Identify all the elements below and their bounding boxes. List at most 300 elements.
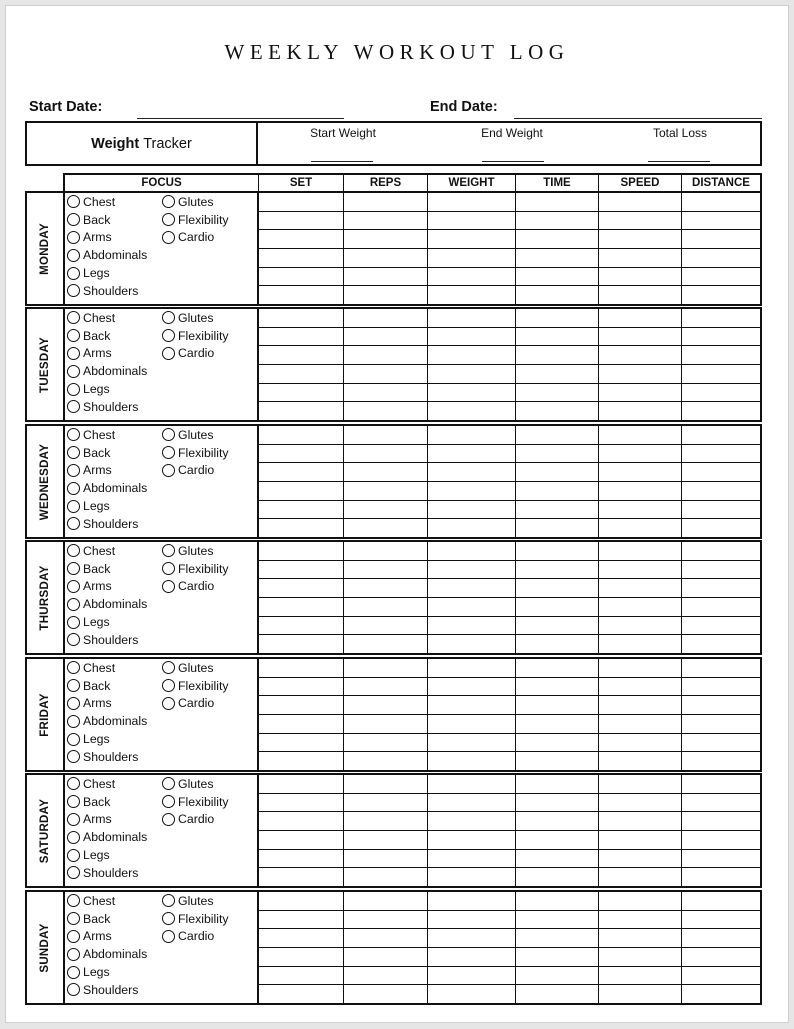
log-cell-speed[interactable] — [599, 911, 681, 930]
log-cell-distance[interactable] — [682, 635, 760, 653]
log-cell-set[interactable] — [259, 463, 343, 482]
log-cell-speed[interactable] — [599, 635, 681, 653]
log-cell-time[interactable] — [516, 268, 598, 287]
radio-circle-icon[interactable] — [67, 616, 80, 629]
log-cell-speed[interactable] — [599, 812, 681, 831]
radio-circle-icon[interactable] — [162, 311, 175, 324]
log-cell-distance[interactable] — [682, 831, 760, 850]
log-cell-time[interactable] — [516, 365, 598, 384]
focus-option-legs[interactable] — [67, 730, 147, 748]
log-cell-distance[interactable] — [682, 794, 760, 813]
radio-circle-icon[interactable] — [67, 795, 80, 808]
log-cell-distance[interactable] — [682, 617, 760, 636]
radio-circle-icon[interactable] — [67, 329, 80, 342]
log-cell-speed[interactable] — [599, 193, 681, 212]
radio-circle-icon[interactable] — [67, 347, 80, 360]
log-cell-set[interactable] — [259, 696, 343, 715]
log-cell-distance[interactable] — [682, 696, 760, 715]
log-cell-reps[interactable] — [344, 384, 427, 403]
log-cell-reps[interactable] — [344, 794, 427, 813]
log-cell-set[interactable] — [259, 268, 343, 287]
log-cell-speed[interactable] — [599, 678, 681, 697]
radio-circle-icon[interactable] — [162, 795, 175, 808]
log-cell-reps[interactable] — [344, 445, 427, 464]
focus-option-flexibility[interactable] — [162, 793, 229, 811]
focus-option-arms[interactable] — [67, 345, 147, 363]
radio-circle-icon[interactable] — [67, 267, 80, 280]
log-cell-speed[interactable] — [599, 659, 681, 678]
log-cell-weight[interactable] — [428, 911, 515, 930]
log-cell-distance[interactable] — [682, 850, 760, 869]
log-cell-time[interactable] — [516, 635, 598, 653]
radio-circle-icon[interactable] — [67, 400, 80, 413]
log-cell-weight[interactable] — [428, 328, 515, 347]
log-cell-time[interactable] — [516, 715, 598, 734]
log-cell-weight[interactable] — [428, 463, 515, 482]
radio-circle-icon[interactable] — [67, 912, 80, 925]
log-cell-distance[interactable] — [682, 967, 760, 986]
radio-circle-icon[interactable] — [67, 249, 80, 262]
radio-circle-icon[interactable] — [162, 544, 175, 557]
log-cell-time[interactable] — [516, 911, 598, 930]
log-cell-time[interactable] — [516, 212, 598, 231]
log-cell-reps[interactable] — [344, 402, 427, 420]
log-cell-distance[interactable] — [682, 752, 760, 770]
radio-circle-icon[interactable] — [67, 866, 80, 879]
focus-option-legs[interactable] — [67, 963, 147, 981]
log-cell-set[interactable] — [259, 365, 343, 384]
log-cell-time[interactable] — [516, 402, 598, 420]
log-cell-weight[interactable] — [428, 678, 515, 697]
log-cell-time[interactable] — [516, 985, 598, 1003]
log-cell-reps[interactable] — [344, 678, 427, 697]
log-cell-weight[interactable] — [428, 850, 515, 869]
focus-option-legs[interactable] — [67, 380, 147, 398]
log-cell-distance[interactable] — [682, 929, 760, 948]
log-cell-reps[interactable] — [344, 286, 427, 304]
log-cell-weight[interactable] — [428, 402, 515, 420]
radio-circle-icon[interactable] — [162, 813, 175, 826]
radio-circle-icon[interactable] — [67, 777, 80, 790]
log-cell-weight[interactable] — [428, 230, 515, 249]
focus-option-abdominals[interactable] — [67, 595, 147, 613]
log-cell-weight[interactable] — [428, 501, 515, 520]
log-cell-speed[interactable] — [599, 579, 681, 598]
log-cell-speed[interactable] — [599, 892, 681, 911]
log-cell-distance[interactable] — [682, 445, 760, 464]
log-cell-time[interactable] — [516, 249, 598, 268]
radio-circle-icon[interactable] — [67, 284, 80, 297]
log-cell-speed[interactable] — [599, 249, 681, 268]
log-cell-time[interactable] — [516, 286, 598, 304]
log-cell-weight[interactable] — [428, 445, 515, 464]
log-cell-set[interactable] — [259, 985, 343, 1003]
log-cell-weight[interactable] — [428, 948, 515, 967]
log-cell-weight[interactable] — [428, 892, 515, 911]
log-cell-set[interactable] — [259, 384, 343, 403]
log-cell-time[interactable] — [516, 426, 598, 445]
focus-option-cardio[interactable] — [162, 229, 229, 247]
log-cell-speed[interactable] — [599, 445, 681, 464]
log-cell-reps[interactable] — [344, 734, 427, 753]
log-cell-speed[interactable] — [599, 501, 681, 520]
log-cell-speed[interactable] — [599, 617, 681, 636]
log-cell-reps[interactable] — [344, 542, 427, 561]
log-cell-set[interactable] — [259, 230, 343, 249]
focus-option-abdominals[interactable] — [67, 362, 147, 380]
log-cell-distance[interactable] — [682, 286, 760, 304]
log-cell-weight[interactable] — [428, 929, 515, 948]
focus-option-cardio[interactable] — [162, 695, 229, 713]
log-cell-distance[interactable] — [682, 892, 760, 911]
radio-circle-icon[interactable] — [162, 661, 175, 674]
radio-circle-icon[interactable] — [67, 679, 80, 692]
log-cell-distance[interactable] — [682, 561, 760, 580]
log-cell-distance[interactable] — [682, 812, 760, 831]
focus-option-shoulders[interactable] — [67, 981, 147, 999]
log-cell-time[interactable] — [516, 659, 598, 678]
log-cell-speed[interactable] — [599, 948, 681, 967]
log-cell-weight[interactable] — [428, 752, 515, 770]
focus-option-legs[interactable] — [67, 497, 147, 515]
log-cell-speed[interactable] — [599, 309, 681, 328]
start-weight-field[interactable] — [311, 161, 373, 162]
log-cell-speed[interactable] — [599, 286, 681, 304]
start-date-field[interactable] — [137, 118, 344, 119]
focus-option-cardio[interactable] — [162, 811, 229, 829]
log-cell-time[interactable] — [516, 328, 598, 347]
log-cell-time[interactable] — [516, 482, 598, 501]
log-cell-time[interactable] — [516, 868, 598, 886]
log-cell-speed[interactable] — [599, 775, 681, 794]
log-cell-set[interactable] — [259, 617, 343, 636]
log-cell-reps[interactable] — [344, 868, 427, 886]
focus-option-chest[interactable] — [67, 659, 147, 677]
log-cell-set[interactable] — [259, 426, 343, 445]
log-cell-speed[interactable] — [599, 752, 681, 770]
log-cell-set[interactable] — [259, 286, 343, 304]
log-cell-set[interactable] — [259, 482, 343, 501]
focus-option-back[interactable] — [67, 793, 147, 811]
log-cell-speed[interactable] — [599, 346, 681, 365]
log-cell-time[interactable] — [516, 831, 598, 850]
log-cell-distance[interactable] — [682, 911, 760, 930]
log-cell-time[interactable] — [516, 812, 598, 831]
log-cell-weight[interactable] — [428, 426, 515, 445]
log-cell-speed[interactable] — [599, 519, 681, 537]
focus-option-back[interactable] — [67, 910, 147, 928]
log-cell-reps[interactable] — [344, 193, 427, 212]
log-cell-distance[interactable] — [682, 193, 760, 212]
focus-option-arms[interactable] — [67, 695, 147, 713]
log-cell-set[interactable] — [259, 193, 343, 212]
log-cell-speed[interactable] — [599, 402, 681, 420]
focus-option-chest[interactable] — [67, 892, 147, 910]
focus-option-back[interactable] — [67, 211, 147, 229]
log-cell-speed[interactable] — [599, 268, 681, 287]
focus-option-back[interactable] — [67, 327, 147, 345]
log-cell-reps[interactable] — [344, 752, 427, 770]
radio-circle-icon[interactable] — [67, 464, 80, 477]
radio-circle-icon[interactable] — [67, 894, 80, 907]
log-cell-reps[interactable] — [344, 309, 427, 328]
log-cell-reps[interactable] — [344, 659, 427, 678]
log-cell-speed[interactable] — [599, 426, 681, 445]
log-cell-weight[interactable] — [428, 212, 515, 231]
log-cell-time[interactable] — [516, 892, 598, 911]
radio-circle-icon[interactable] — [67, 446, 80, 459]
log-cell-reps[interactable] — [344, 617, 427, 636]
radio-circle-icon[interactable] — [162, 679, 175, 692]
radio-circle-icon[interactable] — [67, 383, 80, 396]
log-cell-speed[interactable] — [599, 696, 681, 715]
log-cell-set[interactable] — [259, 831, 343, 850]
radio-circle-icon[interactable] — [162, 930, 175, 943]
log-cell-distance[interactable] — [682, 542, 760, 561]
log-cell-weight[interactable] — [428, 617, 515, 636]
log-cell-speed[interactable] — [599, 715, 681, 734]
log-cell-set[interactable] — [259, 519, 343, 537]
log-cell-time[interactable] — [516, 384, 598, 403]
log-cell-reps[interactable] — [344, 346, 427, 365]
log-cell-time[interactable] — [516, 542, 598, 561]
log-cell-distance[interactable] — [682, 402, 760, 420]
focus-option-chest[interactable] — [67, 193, 147, 211]
log-cell-set[interactable] — [259, 868, 343, 886]
log-cell-reps[interactable] — [344, 929, 427, 948]
focus-option-shoulders[interactable] — [67, 631, 147, 649]
log-cell-speed[interactable] — [599, 967, 681, 986]
focus-option-glutes[interactable] — [162, 193, 229, 211]
log-cell-weight[interactable] — [428, 519, 515, 537]
log-cell-set[interactable] — [259, 598, 343, 617]
log-cell-set[interactable] — [259, 752, 343, 770]
log-cell-weight[interactable] — [428, 384, 515, 403]
log-cell-weight[interactable] — [428, 794, 515, 813]
radio-circle-icon[interactable] — [67, 500, 80, 513]
radio-circle-icon[interactable] — [162, 347, 175, 360]
radio-circle-icon[interactable] — [67, 365, 80, 378]
focus-option-arms[interactable] — [67, 811, 147, 829]
log-cell-weight[interactable] — [428, 482, 515, 501]
log-cell-distance[interactable] — [682, 715, 760, 734]
log-cell-distance[interactable] — [682, 212, 760, 231]
radio-circle-icon[interactable] — [67, 948, 80, 961]
radio-circle-icon[interactable] — [162, 912, 175, 925]
focus-option-abdominals[interactable] — [67, 246, 147, 264]
log-cell-distance[interactable] — [682, 365, 760, 384]
log-cell-distance[interactable] — [682, 598, 760, 617]
log-cell-reps[interactable] — [344, 579, 427, 598]
log-cell-reps[interactable] — [344, 230, 427, 249]
focus-option-glutes[interactable] — [162, 659, 229, 677]
radio-circle-icon[interactable] — [67, 983, 80, 996]
radio-circle-icon[interactable] — [67, 213, 80, 226]
radio-circle-icon[interactable] — [67, 715, 80, 728]
log-cell-set[interactable] — [259, 850, 343, 869]
log-cell-set[interactable] — [259, 967, 343, 986]
radio-circle-icon[interactable] — [67, 428, 80, 441]
focus-option-glutes[interactable] — [162, 542, 229, 560]
log-cell-reps[interactable] — [344, 985, 427, 1003]
focus-option-cardio[interactable] — [162, 928, 229, 946]
log-cell-time[interactable] — [516, 696, 598, 715]
focus-option-shoulders[interactable] — [67, 864, 147, 882]
end-weight-field[interactable] — [482, 161, 544, 162]
log-cell-time[interactable] — [516, 794, 598, 813]
log-cell-set[interactable] — [259, 911, 343, 930]
log-cell-time[interactable] — [516, 561, 598, 580]
log-cell-distance[interactable] — [682, 775, 760, 794]
log-cell-weight[interactable] — [428, 715, 515, 734]
log-cell-time[interactable] — [516, 519, 598, 537]
radio-circle-icon[interactable] — [67, 562, 80, 575]
log-cell-set[interactable] — [259, 635, 343, 653]
log-cell-time[interactable] — [516, 850, 598, 869]
radio-circle-icon[interactable] — [162, 446, 175, 459]
log-cell-weight[interactable] — [428, 659, 515, 678]
log-cell-distance[interactable] — [682, 328, 760, 347]
log-cell-speed[interactable] — [599, 929, 681, 948]
log-cell-set[interactable] — [259, 542, 343, 561]
focus-option-cardio[interactable] — [162, 578, 229, 596]
log-cell-set[interactable] — [259, 579, 343, 598]
log-cell-distance[interactable] — [682, 309, 760, 328]
focus-option-cardio[interactable] — [162, 345, 229, 363]
radio-circle-icon[interactable] — [67, 231, 80, 244]
log-cell-weight[interactable] — [428, 635, 515, 653]
focus-option-arms[interactable] — [67, 928, 147, 946]
log-cell-speed[interactable] — [599, 328, 681, 347]
log-cell-speed[interactable] — [599, 384, 681, 403]
radio-circle-icon[interactable] — [67, 544, 80, 557]
radio-circle-icon[interactable] — [67, 517, 80, 530]
log-cell-reps[interactable] — [344, 482, 427, 501]
log-cell-speed[interactable] — [599, 734, 681, 753]
focus-option-chest[interactable] — [67, 542, 147, 560]
focus-option-glutes[interactable] — [162, 309, 229, 327]
log-cell-reps[interactable] — [344, 892, 427, 911]
log-cell-weight[interactable] — [428, 868, 515, 886]
log-cell-speed[interactable] — [599, 365, 681, 384]
log-cell-time[interactable] — [516, 929, 598, 948]
log-cell-set[interactable] — [259, 734, 343, 753]
log-cell-weight[interactable] — [428, 346, 515, 365]
log-cell-distance[interactable] — [682, 384, 760, 403]
log-cell-speed[interactable] — [599, 463, 681, 482]
radio-circle-icon[interactable] — [162, 428, 175, 441]
log-cell-set[interactable] — [259, 929, 343, 948]
log-cell-weight[interactable] — [428, 598, 515, 617]
log-cell-time[interactable] — [516, 309, 598, 328]
focus-option-abdominals[interactable] — [67, 945, 147, 963]
log-cell-distance[interactable] — [682, 734, 760, 753]
log-cell-set[interactable] — [259, 212, 343, 231]
radio-circle-icon[interactable] — [67, 195, 80, 208]
log-cell-reps[interactable] — [344, 249, 427, 268]
log-cell-reps[interactable] — [344, 519, 427, 537]
log-cell-reps[interactable] — [344, 212, 427, 231]
log-cell-reps[interactable] — [344, 463, 427, 482]
log-cell-weight[interactable] — [428, 775, 515, 794]
log-cell-reps[interactable] — [344, 948, 427, 967]
log-cell-set[interactable] — [259, 715, 343, 734]
focus-option-back[interactable] — [67, 560, 147, 578]
log-cell-reps[interactable] — [344, 831, 427, 850]
log-cell-time[interactable] — [516, 734, 598, 753]
log-cell-distance[interactable] — [682, 948, 760, 967]
focus-option-back[interactable] — [67, 677, 147, 695]
log-cell-reps[interactable] — [344, 911, 427, 930]
radio-circle-icon[interactable] — [67, 733, 80, 746]
log-cell-reps[interactable] — [344, 561, 427, 580]
log-cell-speed[interactable] — [599, 868, 681, 886]
log-cell-set[interactable] — [259, 678, 343, 697]
log-cell-distance[interactable] — [682, 678, 760, 697]
log-cell-weight[interactable] — [428, 561, 515, 580]
log-cell-set[interactable] — [259, 794, 343, 813]
log-cell-weight[interactable] — [428, 286, 515, 304]
log-cell-weight[interactable] — [428, 967, 515, 986]
radio-circle-icon[interactable] — [162, 894, 175, 907]
log-cell-time[interactable] — [516, 948, 598, 967]
log-cell-distance[interactable] — [682, 346, 760, 365]
log-cell-reps[interactable] — [344, 967, 427, 986]
log-cell-distance[interactable] — [682, 426, 760, 445]
focus-option-glutes[interactable] — [162, 892, 229, 910]
log-cell-time[interactable] — [516, 463, 598, 482]
log-cell-time[interactable] — [516, 598, 598, 617]
log-cell-distance[interactable] — [682, 463, 760, 482]
log-cell-set[interactable] — [259, 328, 343, 347]
log-cell-set[interactable] — [259, 561, 343, 580]
radio-circle-icon[interactable] — [67, 750, 80, 763]
log-cell-reps[interactable] — [344, 696, 427, 715]
log-cell-reps[interactable] — [344, 426, 427, 445]
focus-option-flexibility[interactable] — [162, 327, 229, 345]
log-cell-weight[interactable] — [428, 579, 515, 598]
log-cell-time[interactable] — [516, 579, 598, 598]
log-cell-set[interactable] — [259, 812, 343, 831]
log-cell-set[interactable] — [259, 346, 343, 365]
log-cell-speed[interactable] — [599, 831, 681, 850]
log-cell-distance[interactable] — [682, 268, 760, 287]
radio-circle-icon[interactable] — [67, 482, 80, 495]
log-cell-time[interactable] — [516, 775, 598, 794]
log-cell-weight[interactable] — [428, 696, 515, 715]
log-cell-weight[interactable] — [428, 249, 515, 268]
radio-circle-icon[interactable] — [162, 464, 175, 477]
log-cell-weight[interactable] — [428, 542, 515, 561]
radio-circle-icon[interactable] — [162, 777, 175, 790]
log-cell-speed[interactable] — [599, 482, 681, 501]
log-cell-set[interactable] — [259, 659, 343, 678]
log-cell-set[interactable] — [259, 309, 343, 328]
log-cell-set[interactable] — [259, 501, 343, 520]
focus-option-arms[interactable] — [67, 462, 147, 480]
radio-circle-icon[interactable] — [162, 329, 175, 342]
focus-option-shoulders[interactable] — [67, 748, 147, 766]
end-date-field[interactable] — [514, 118, 762, 119]
log-cell-reps[interactable] — [344, 365, 427, 384]
focus-option-shoulders[interactable] — [67, 282, 147, 300]
radio-circle-icon[interactable] — [67, 849, 80, 862]
log-cell-set[interactable] — [259, 775, 343, 794]
focus-option-legs[interactable] — [67, 846, 147, 864]
log-cell-time[interactable] — [516, 617, 598, 636]
focus-option-chest[interactable] — [67, 426, 147, 444]
log-cell-time[interactable] — [516, 193, 598, 212]
